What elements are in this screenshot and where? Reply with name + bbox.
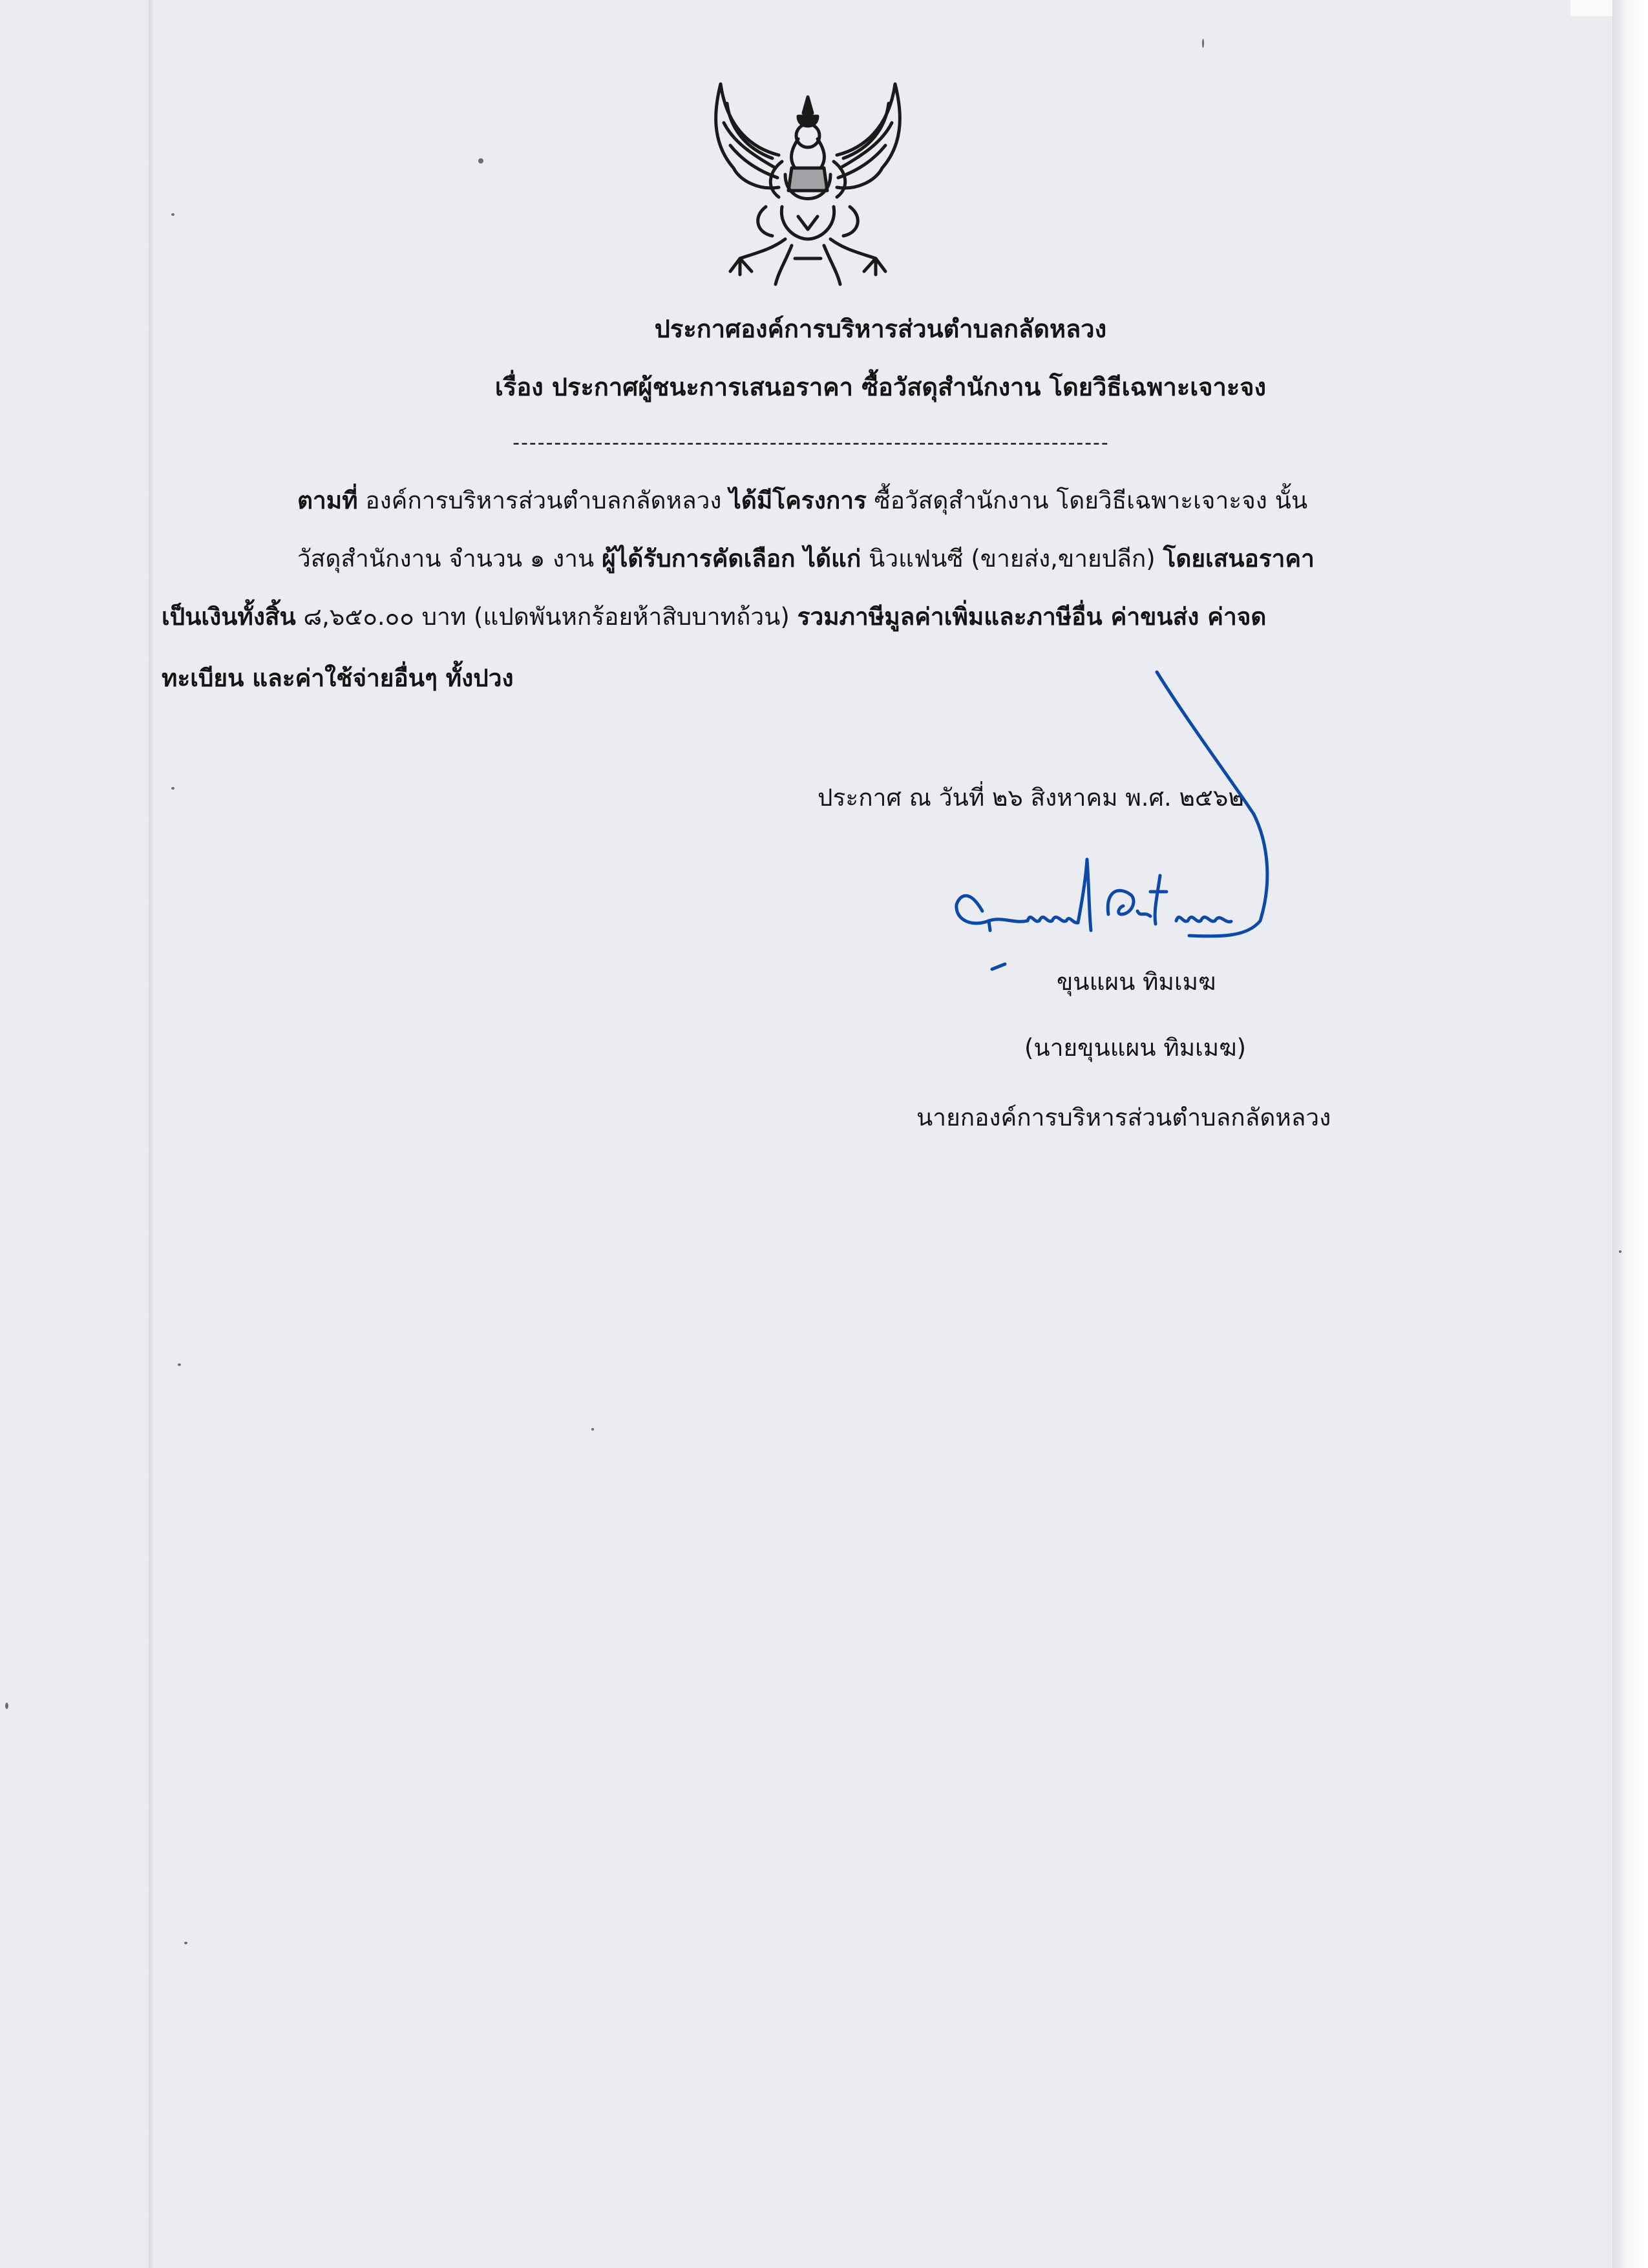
body-line-2-selected: ผู้ได้รับการคัดเลือก ได้แก่: [602, 545, 861, 572]
body-line-4: [162, 659, 514, 697]
body-line-1: [297, 481, 1307, 520]
body-line-1-purpose: ซื้อวัสดุสำนักงาน โดยวิธีเฉพาะเจาะจง นั้น: [866, 487, 1308, 514]
body-line-1-lead: ตามที่: [297, 487, 358, 514]
scan-speck: [171, 213, 174, 216]
scan-right-margin: [1612, 0, 1648, 2268]
body-line-2: [297, 540, 1315, 578]
scan-speck: [178, 1363, 181, 1366]
body-line-2-item: วัสดุสำนักงาน จำนวน ๑ งาน: [297, 545, 602, 572]
scan-speck: [478, 158, 483, 163]
body-line-4-text: ทะเบียน และค่าใช้จ่ายอื่นๆ ทั้งปวง: [162, 664, 514, 692]
scan-speck: [1619, 1250, 1622, 1253]
body-line-3-total: เป็นเงินทั้งสิ้น: [162, 603, 296, 631]
body-line-2-vendor: นิวแฟนซี (ขายส่ง,ขายปลีก): [861, 545, 1163, 572]
announcement-date: ประกาศ ณ วันที่ ๒๖ สิงหาคม พ.ศ. ๒๕๖๒: [818, 784, 1244, 812]
scan-speck: [591, 1428, 594, 1431]
body-line-1-project: ได้มีโครงการ: [729, 487, 867, 514]
announcement-subject: เรื่อง ประกาศผู้ชนะการเสนอราคา ซื้อวัสดุสำนักงาน โดยวิธีเฉพาะเจาะจง: [494, 373, 1267, 401]
scan-speck: [5, 1703, 8, 1709]
scan-speck: [1202, 39, 1204, 48]
scan-speck: [171, 787, 174, 790]
body-line-3-inclusive: รวมภาษีมูลค่าเพิ่มและภาษีอื่น ค่าขนส่ง ค่าจด: [797, 603, 1267, 631]
separator-line: ------------------------------------------------------------------------: [512, 432, 1110, 454]
body-line-1-org: องค์การบริหารส่วนตำบลกลัดหลวง: [357, 487, 730, 514]
garuda-emblem-icon: [701, 78, 914, 291]
signer-position: นายกองค์การบริหารส่วนตำบลกลัดหลวง: [916, 1104, 1331, 1131]
signer-name: ขุนแผน ทิมเมฆ: [1057, 968, 1216, 996]
signer-full-name: (นายขุนแผน ทิมเมฆ): [1024, 1034, 1247, 1062]
body-line-3-amount: ๘,๖๕๐.๐๐ บาท (แปดพันหกร้อยห้าสิบบาทถ้วน): [295, 603, 798, 631]
body-line-3: [162, 598, 1266, 636]
scan-speck: [184, 1942, 187, 1944]
announcement-title: ประกาศองค์การบริหารส่วนตำบลกลัดหลวง: [654, 315, 1107, 343]
handwritten-signature: [944, 666, 1357, 989]
body-line-2-offer: โดยเสนอราคา: [1163, 545, 1315, 572]
